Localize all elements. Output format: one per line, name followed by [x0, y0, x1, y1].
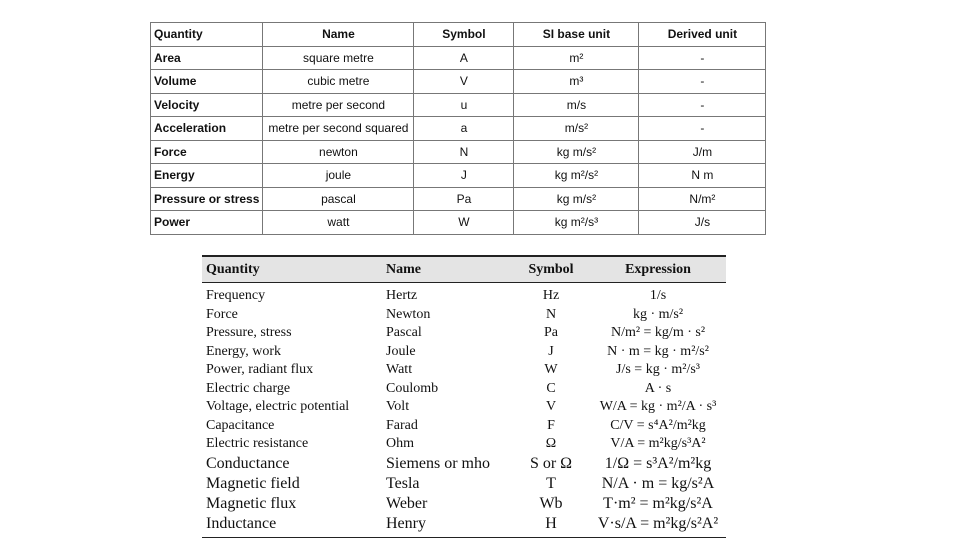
- table-cell: N · m = kg · m²/s²: [607, 343, 709, 359]
- table-row: [151, 140, 766, 164]
- table-row: [202, 343, 726, 362]
- table-cell: N/m² = kg/m · s²: [610, 325, 706, 341]
- column-header: Name: [382, 256, 512, 283]
- table-cell: Joule: [386, 343, 416, 359]
- table-cell: F: [547, 417, 555, 433]
- table-cell: N: [414, 140, 514, 164]
- table-cell: m/s²: [514, 117, 639, 141]
- table-cell: metre per second squared: [263, 117, 414, 141]
- table-cell: H: [512, 514, 590, 538]
- table-cell: A: [414, 46, 514, 70]
- table-cell: Magnetic field: [206, 474, 300, 492]
- table-cell: kg · m/s²: [632, 306, 684, 322]
- table-cell: J: [414, 164, 514, 188]
- table-cell: Acceleration: [151, 117, 263, 141]
- table-cell: joule: [263, 164, 414, 188]
- table-cell: J/s: [639, 211, 766, 235]
- table-row: [151, 46, 766, 70]
- table-cell: kg m²/s³: [514, 211, 639, 235]
- table-row: [202, 474, 726, 494]
- si-units-table: [150, 22, 766, 235]
- table-header-row: [202, 256, 726, 283]
- table-cell: J/m: [639, 140, 766, 164]
- table-cell: u: [414, 93, 514, 117]
- table-cell: kg m/s²: [514, 140, 639, 164]
- table-cell: Ohm: [386, 436, 414, 452]
- table-cell: -: [639, 117, 766, 141]
- column-header: Symbol: [512, 256, 590, 283]
- table-row: [202, 494, 726, 514]
- table-cell: Volt: [386, 399, 410, 415]
- table-cell: Force: [206, 306, 238, 322]
- table-cell: Watt: [386, 362, 413, 378]
- table-cell: J: [548, 343, 554, 359]
- table-cell: 1/Ω = s³A²/m²kg: [604, 454, 712, 472]
- table-cell: Frequency: [206, 288, 266, 304]
- table-cell: kg m²/s²: [514, 164, 639, 188]
- table-cell: N: [545, 306, 557, 322]
- table-cell: Velocity: [151, 93, 263, 117]
- column-header: Quantity: [151, 23, 263, 47]
- table-row: [151, 187, 766, 211]
- table-cell: A · s: [644, 380, 672, 396]
- table-cell: metre per second: [263, 93, 414, 117]
- table-cell: Voltage, electric potential: [206, 399, 350, 415]
- table-cell: Magnetic flux: [206, 494, 297, 512]
- table-cell: m²: [514, 46, 639, 70]
- table-cell: S or Ω: [529, 454, 573, 472]
- table-cell: square metre: [263, 46, 414, 70]
- table-row: [202, 361, 726, 380]
- table-cell: C: [546, 380, 556, 396]
- table-cell: Volume: [151, 70, 263, 94]
- table-cell: Power, radiant flux: [206, 362, 314, 378]
- table-cell: Pressure or stress: [151, 187, 263, 211]
- table-row: [202, 454, 726, 474]
- table-row: [151, 93, 766, 117]
- table-cell: J/s = kg · m²/s³: [616, 362, 700, 378]
- table-row: [202, 324, 726, 343]
- table-cell: -: [639, 70, 766, 94]
- table-row: [202, 417, 726, 436]
- table-cell: kg m/s²: [514, 187, 639, 211]
- table-row: [151, 70, 766, 94]
- table-cell: Hz: [542, 288, 560, 304]
- table-row: [202, 283, 726, 306]
- column-header: Symbol: [414, 23, 514, 47]
- table-cell: newton: [263, 140, 414, 164]
- table-cell: Force: [151, 140, 263, 164]
- table-cell: Electric resistance: [206, 436, 309, 452]
- table-row: [202, 380, 726, 399]
- table-cell: N m: [639, 164, 766, 188]
- table-cell: Energy: [151, 164, 263, 188]
- table-row: [202, 435, 726, 454]
- table-cell: T: [546, 474, 556, 492]
- table-row: [151, 117, 766, 141]
- table-cell: V/A = m²kg/s³A²: [610, 436, 706, 452]
- table-cell: Pressure, stress: [206, 325, 292, 341]
- table-cell: Coulomb: [386, 380, 439, 396]
- table-cell: Tesla: [386, 474, 420, 492]
- table-cell: Weber: [386, 494, 428, 512]
- table-cell: Electric charge: [206, 380, 291, 396]
- table-cell: Ω: [545, 436, 557, 452]
- table-cell: W: [414, 211, 514, 235]
- table-cell: W/A = kg · m²/A · s³: [599, 399, 717, 415]
- table-cell: cubic metre: [263, 70, 414, 94]
- table-cell: m³: [514, 70, 639, 94]
- column-header: SI base unit: [514, 23, 639, 47]
- table-cell: pascal: [263, 187, 414, 211]
- table-cell: Hertz: [386, 288, 418, 304]
- electrical-units-table: [202, 255, 726, 538]
- table-cell: V: [545, 399, 557, 415]
- table-row: [202, 514, 726, 538]
- table-cell: C/V = s⁴A²/m²kg: [610, 417, 706, 433]
- table-cell: V: [414, 70, 514, 94]
- table-cell: Area: [151, 46, 263, 70]
- table-row: [151, 164, 766, 188]
- table-cell: V·s/A = m²kg/s²A²: [590, 514, 726, 538]
- table-cell: Energy, work: [206, 343, 282, 359]
- table-row: [151, 211, 766, 235]
- column-header: Derived unit: [639, 23, 766, 47]
- table-cell: N/A · m = kg/s²A: [601, 474, 715, 492]
- table-cell: Farad: [386, 417, 418, 433]
- column-header: Expression: [590, 256, 726, 283]
- table-cell: Pascal: [386, 325, 422, 341]
- column-header: Quantity: [202, 256, 382, 283]
- table-cell: 1/s: [649, 288, 667, 304]
- table-cell: Pa: [544, 325, 558, 341]
- table-cell: N/m²: [639, 187, 766, 211]
- table-cell: Inductance: [202, 514, 382, 538]
- table-cell: T·m² = m²kg/s²A: [603, 494, 713, 512]
- table-cell: Pa: [414, 187, 514, 211]
- table-cell: -: [639, 93, 766, 117]
- table-cell: Siemens or mho: [386, 454, 490, 472]
- table-cell: -: [639, 46, 766, 70]
- table-header-row: [151, 23, 766, 47]
- column-header: Name: [263, 23, 414, 47]
- table-cell: Wb: [539, 494, 563, 512]
- electrical-units-table-container: [202, 255, 726, 538]
- table-row: [202, 306, 726, 325]
- table-cell: a: [414, 117, 514, 141]
- table-row: [202, 398, 726, 417]
- table-cell: Conductance: [206, 454, 290, 472]
- table-cell: watt: [263, 211, 414, 235]
- table-cell: m/s: [514, 93, 639, 117]
- table-cell: Henry: [382, 514, 512, 538]
- table-cell: W: [544, 362, 558, 378]
- table-cell: Capacitance: [206, 417, 275, 433]
- table-cell: Power: [151, 211, 263, 235]
- table-cell: Newton: [386, 306, 431, 322]
